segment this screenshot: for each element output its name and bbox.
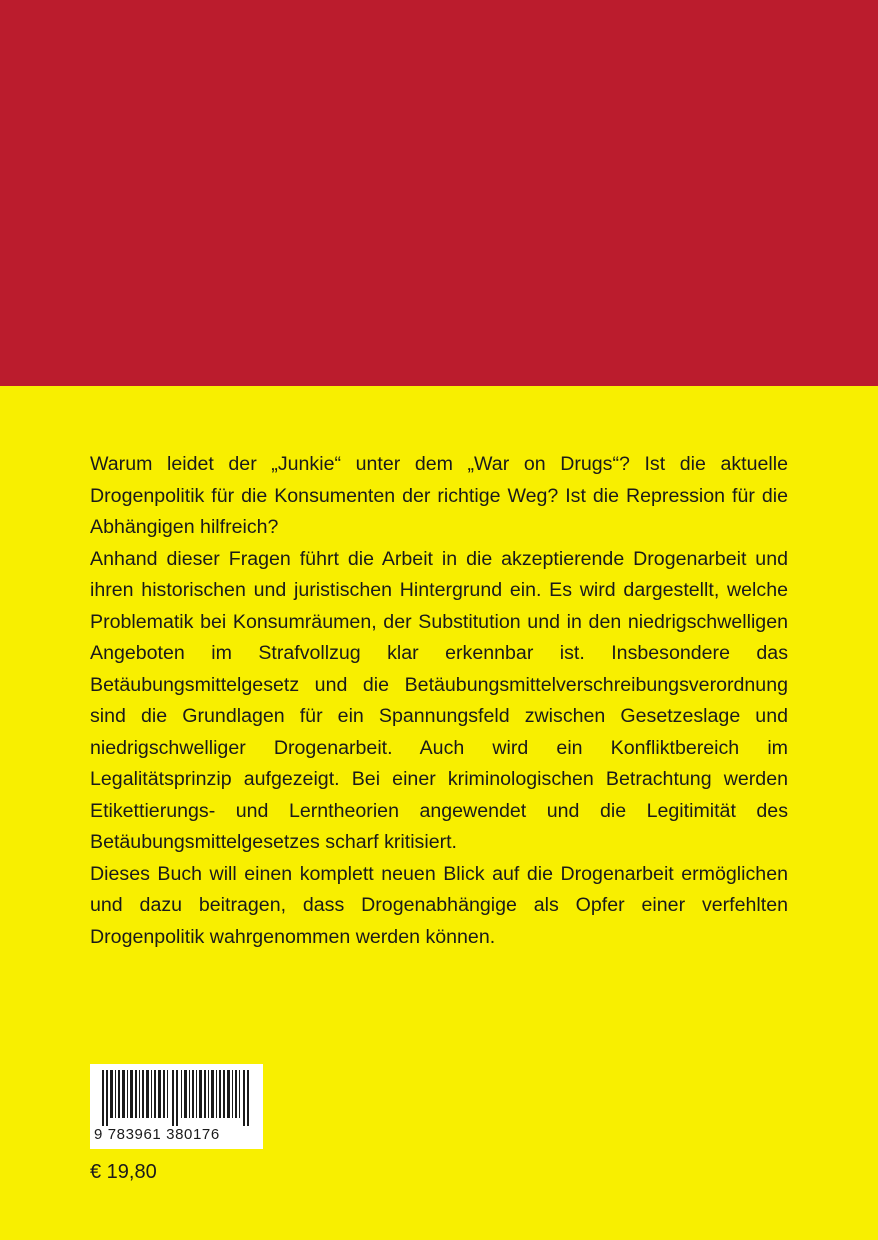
isbn-digits: 9 783961 380176 <box>94 1126 220 1143</box>
blurb-paragraph-3: Dieses Buch will einen komplett neuen Blick auf die Drogenarbeit ermöglichen und dazu beitragen, dass Drogenabhängige als Opfer einer verfehlten Drogenpolitik wahrgenommen werden können. <box>90 862 788 948</box>
price-label: € 19,80 <box>90 1161 157 1183</box>
barcode-bars <box>102 1070 252 1126</box>
isbn-barcode <box>90 1064 263 1149</box>
back-cover-blurb <box>90 449 788 953</box>
blurb-paragraph-1: Warum leidet der „Junkie“ unter dem „War on Drugs“? Ist die aktuelle Drogenpolitik für die Konsumenten der richtige Weg? Ist die Repression für die Abhängigen hilfreich? <box>90 453 788 538</box>
blurb-paragraph-2: Anhand dieser Fragen führt die Arbeit in die akzeptierende Drogenarbeit und ihren historischen und juristischen Hintergrund ein. Es wird dargestellt, welche Problematik bei Konsumräumen, der Substitution und in den niedrigschwelligen Angeboten im Strafvollzug klar erkennbar ist. Insbesondere das Betäubungsmittelgesetz und die Betäubungsmittelverschreibungsverordnung sind die Grundlagen für ein Spannungsfeld zwischen Gesetzeslage und niedrigschwelliger Drogenarbeit. Auch wird ein Konfliktbereich im Legalitätsprinzip aufgezeigt. Bei einer kriminologischen Betrachtung werden Etikettierungs- und Lerntheorien angewendet und die Legitimität des Betäubungsmittelgesetzes scharf kritisiert. <box>90 547 788 853</box>
red-top-band <box>0 0 878 386</box>
